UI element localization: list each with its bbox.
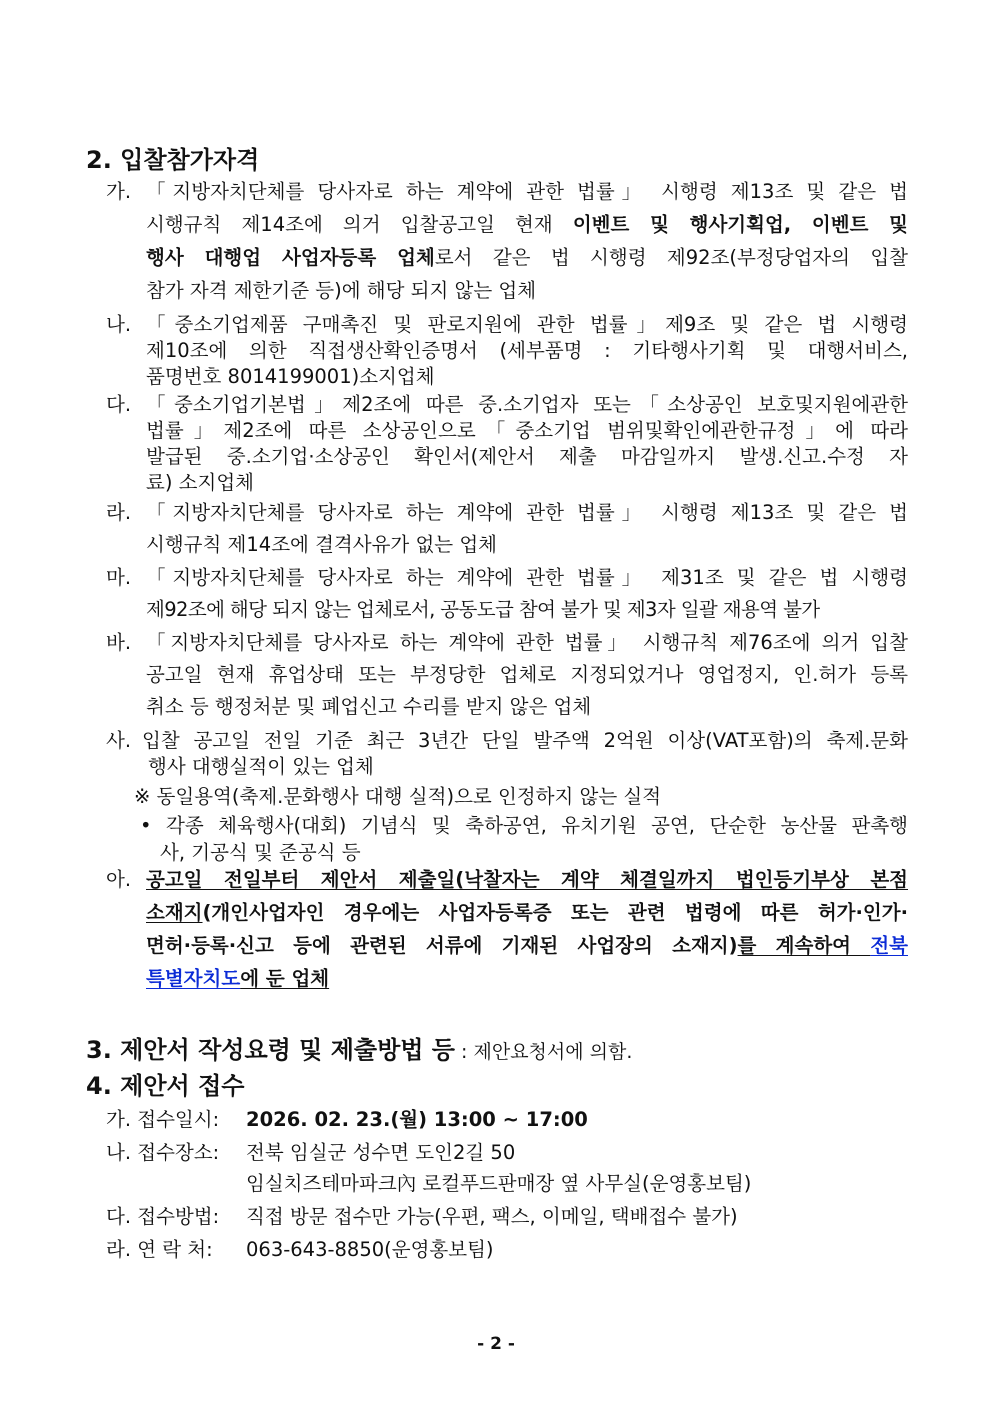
list-item [106,176,908,306]
item-line: 면허·등록·신고 등에 관련된 서류에 기재된 사업장의 소재지)를 계속하여 전북 [146,934,908,957]
info-value: 임실치즈테마파크內 로컬푸드판매장 옆 사무실(운영홍보팀) [246,1172,752,1195]
item-line: 입찰 공고일 전일 기준 최근 3년간 단일 발주액 2억원 이상(VAT포함)의 축제.문화 [142,729,908,752]
list-item [106,389,908,495]
section-2-title: 2. 입찰참가자격 [86,146,260,174]
list-item [106,725,908,781]
item-line: 특별자치도에 둔 업체 [146,967,330,990]
note-text: ※ 동일용역(축제.문화행사 대행 실적)으로 인정하지 않는 실적 [134,785,662,808]
list-item [106,309,908,389]
item-line: 「지방자치단체를 당사자로 하는 계약에 관한 법률」 제31조 및 같은 법 시행령 [146,566,908,589]
item-marker: 나. [106,313,132,336]
item-line: 제10조에 의한 직접생산확인증명서 (세부품명 : 기타행사기획 및 대행서비스, [146,339,908,362]
item-line: 참가 자격 제한기준 등)에 해당 되지 않는 업체 [146,279,537,302]
info-value: 직접 방문 접수만 가능(우편, 팩스, 이메일, 택배접수 불가) [246,1205,738,1228]
item-marker: 사. [106,729,132,752]
info-row [106,1104,588,1132]
list-item [106,562,908,626]
info-row [106,1234,494,1262]
item-marker: 다. [106,393,132,416]
info-row [106,1201,738,1229]
item-line: 시행규칙 제14조에 결격사유가 없는 업체 [146,533,497,556]
item-line: 행사 대행실적이 있는 업체 [148,755,374,778]
section-4-title: 4. 제안서 접수 [86,1072,245,1100]
list-item [106,864,908,994]
item-line: 취소 등 행정처분 및 폐업신고 수리를 받지 않은 업체 [146,695,592,718]
item-line: 「중소기업제품 구매촉진 및 판로지원에 관한 법률」제9조 및 같은 법 시행령 [146,313,908,336]
info-value: 전북 임실군 성수면 도인2길 50 [246,1141,516,1164]
info-row [106,1137,516,1165]
info-value: 2026. 02. 23.(월) 13:00 ~ 17:00 [246,1108,588,1131]
info-label: 다. 접수방법: [106,1205,220,1228]
bullet-line: 사, 기공식 및 준공식 등 [160,841,361,864]
list-item [106,497,908,561]
item-marker: 아. [106,868,132,891]
item-marker: 바. [106,631,132,654]
item-line: 료) 소지업체 [146,471,254,494]
list-item [106,627,908,723]
bullet-line: • 각종 체육행사(대회) 기념식 및 축하공연, 유치기원 공연, 단순한 농산물 판촉행 [140,814,908,837]
item-line: 법률」제2조에 따른 소상공인으로「중소기업 범위및확인에관한규정」에 따라 [146,419,908,442]
item-line: 발급된 중.소기업·소상공인 확인서(제안서 제출 마감일까지 발생.신고.수정 자 [146,445,908,468]
item-line: 품명번호 8014199001)소지업체 [146,365,435,388]
info-label: 가. 접수일시: [106,1108,220,1131]
item-line: 공고일 전일부터 제안서 제출일(낙찰자는 계약 체결일까지 법인등기부상 본점 [146,868,908,891]
item-line: 소재지(개인사업자인 경우에는 사업자등록증 또는 관련 법령에 따른 허가·인가· [146,901,908,924]
item-marker: 마. [106,566,132,589]
section-3-title: 3. 제안서 작성요령 및 제출방법 등 : 제안요청서에 의함. [86,1036,633,1064]
item-line: 행사 대행업 사업자등록 업체로서 같은 법 시행령 제92조(부정당업자의 입찰 [146,246,908,269]
item-line: 공고일 현재 휴업상태 또는 부정당한 업체로 지정되었거나 영업정지, 인.허가 등록 [146,663,908,686]
info-label: 라. 연 락 처: [106,1238,213,1261]
item-marker: 가. [106,180,132,203]
item-line: 「지방자치단체를 당사자로 하는 계약에 관한 법률」 시행규칙 제76조에 의거 입찰 [146,631,908,654]
item-marker: 라. [106,501,132,524]
item-line: 시행규칙 제14조에 의거 입찰공고일 현재 이벤트 및 행사기획업, 이벤트 및 [146,213,908,236]
page-number: - 2 - [477,1334,515,1354]
info-label: 나. 접수장소: [106,1141,220,1164]
item-line: 「지방자치단체를 당사자로 하는 계약에 관한 법률」 시행령 제13조 및 같은 법 [146,501,908,524]
info-value: 063-643-8850(운영홍보팀) [246,1238,494,1261]
item-line: 「지방자치단체를 당사자로 하는 계약에 관한 법률」 시행령 제13조 및 같은 법 [146,180,908,203]
item-line: 제92조에 해당 되지 않는 업체로서, 공동도급 참여 불가 및 제3자 일괄 재용역 불가 [146,598,820,621]
item-line: 「중소기업기본법」제2조에 따른 중.소기업자 또는「소상공인 보호및지원에관한 [146,393,908,416]
